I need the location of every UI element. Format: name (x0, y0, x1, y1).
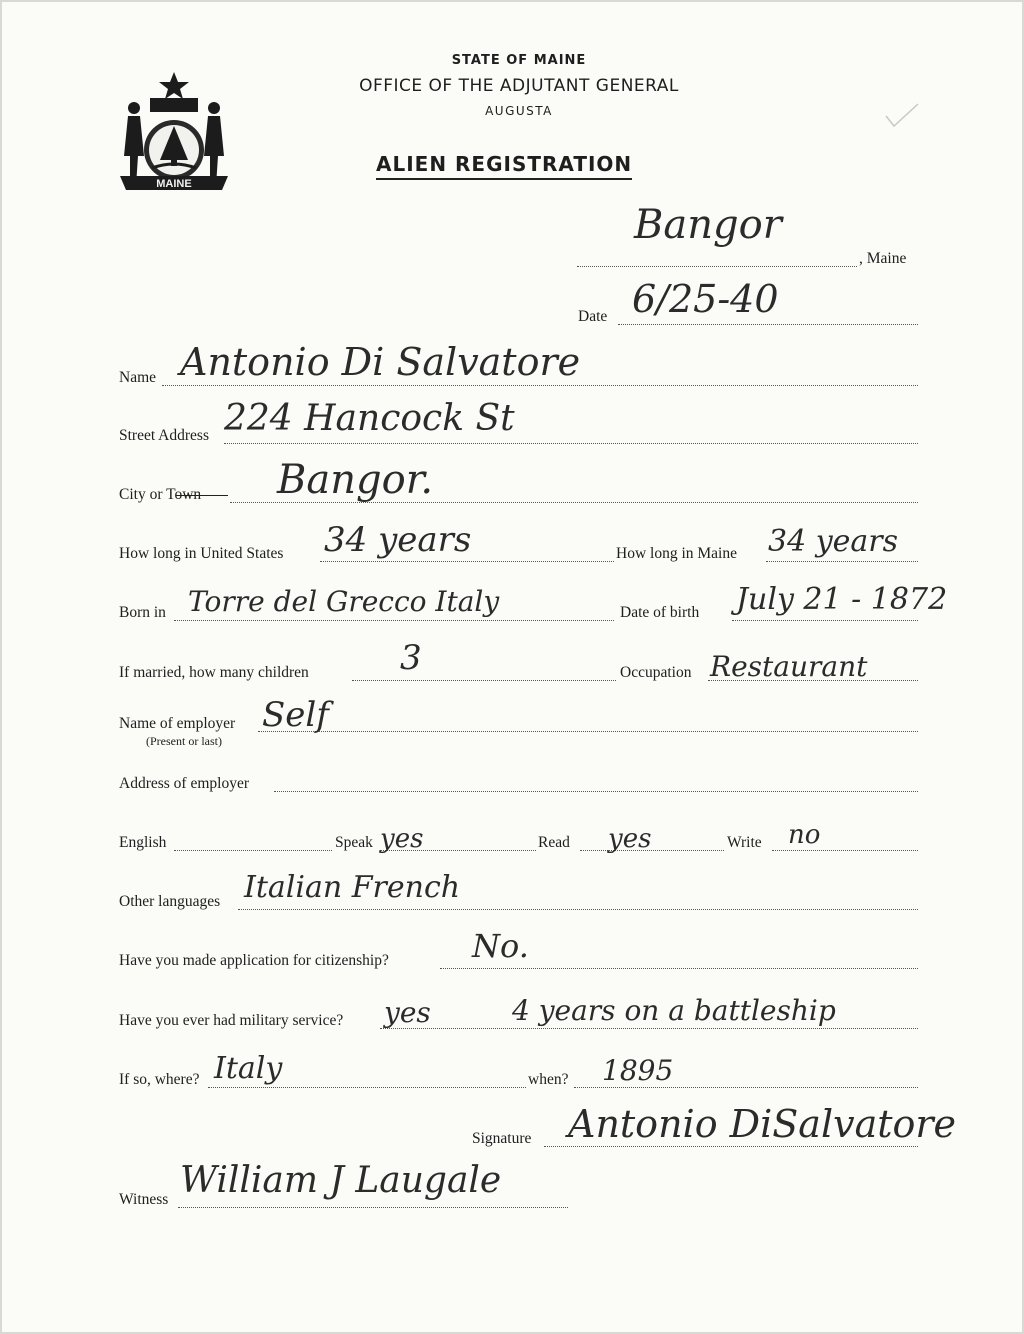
signature-label: Signature (472, 1130, 532, 1147)
maine-line (766, 561, 918, 562)
place-entry: Bangor (634, 202, 782, 248)
read-entry: yes (608, 824, 652, 854)
check-mark-icon (882, 102, 922, 132)
occupation-entry: Restaurant (710, 650, 868, 683)
place-suffix-label: , Maine (859, 250, 907, 267)
when-label: when? (528, 1071, 569, 1088)
us-label: How long in United States (119, 545, 284, 562)
born-line (174, 620, 614, 621)
signature-entry: Antonio DiSalvatore (568, 1102, 957, 1146)
citizenship-label: Have you made application for citizenship? (119, 952, 389, 969)
other-lang-entry: Italian French (244, 870, 461, 905)
header-city: AUGUSTA (485, 104, 553, 118)
name-line (162, 385, 918, 386)
where-label: If so, where? (119, 1071, 200, 1088)
where-line (208, 1087, 526, 1088)
signature-line (544, 1146, 918, 1147)
header-state: STATE OF MAINE (451, 53, 587, 68)
read-line (580, 850, 724, 851)
military-entry: yes (384, 996, 431, 1029)
witness-label: Witness (119, 1191, 169, 1208)
born-label: Born in (119, 604, 166, 621)
form-title: ALIEN REGISTRATION (376, 152, 632, 180)
occupation-label: Occupation (620, 664, 692, 681)
date-line (618, 324, 918, 325)
dob-line (732, 620, 918, 621)
when-entry: 1895 (602, 1054, 674, 1087)
children-entry: 3 (400, 638, 422, 678)
header-office: OFFICE OF THE ADJUTANT GENERAL (359, 76, 679, 96)
seal-text: MAINE (156, 178, 192, 190)
us-line (320, 561, 614, 562)
employer-line (258, 731, 918, 732)
children-label: If married, how many children (119, 664, 309, 681)
speak-entry: yes (380, 824, 424, 854)
dob-entry: July 21 - 1872 (736, 582, 948, 617)
maine-entry: 34 years (768, 524, 899, 559)
name-entry: Antonio Di Salvatore (180, 340, 581, 384)
where-entry: Italy (214, 1051, 283, 1086)
write-line (772, 850, 918, 851)
employer-sub-label: (Present or last) (146, 734, 222, 748)
city-entry: Bangor. (277, 457, 434, 503)
english-line (174, 850, 332, 851)
emp-address-line (274, 791, 918, 792)
employer-label: Name of employer (119, 715, 236, 732)
street-line (224, 443, 918, 444)
date-label: Date (578, 308, 608, 325)
place-line (577, 266, 857, 267)
military-line (380, 1028, 918, 1029)
town-strikethrough (176, 495, 228, 496)
write-entry: no (788, 820, 821, 850)
employer-entry: Self (262, 695, 329, 735)
citizenship-line (440, 968, 918, 969)
speak-label: Speak (335, 834, 373, 851)
children-line (352, 680, 616, 681)
us-entry: 34 years (324, 520, 472, 560)
other-lang-line (238, 909, 918, 910)
date-entry: 6/25-40 (632, 277, 779, 321)
when-line (574, 1087, 918, 1088)
dob-label: Date of birth (620, 604, 700, 621)
emp-address-label: Address of employer (119, 775, 249, 792)
street-label: Street Address (119, 427, 209, 444)
military-detail-entry: 4 years on a battleship (512, 994, 836, 1027)
write-label: Write (727, 834, 762, 851)
witness-entry: William J Laugale (180, 1160, 502, 1201)
witness-line (178, 1207, 568, 1208)
street-entry: 224 Hancock St (224, 398, 515, 439)
born-entry: Torre del Grecco Italy (188, 585, 500, 618)
military-label: Have you ever had military service? (119, 1012, 344, 1029)
read-label: Read (538, 834, 570, 851)
name-label: Name (119, 369, 157, 386)
other-lang-label: Other languages (119, 893, 221, 910)
maine-label: How long in Maine (616, 545, 737, 562)
english-label: English (119, 834, 167, 851)
citizenship-entry: No. (472, 927, 529, 965)
city-label: City or Town (119, 486, 202, 503)
